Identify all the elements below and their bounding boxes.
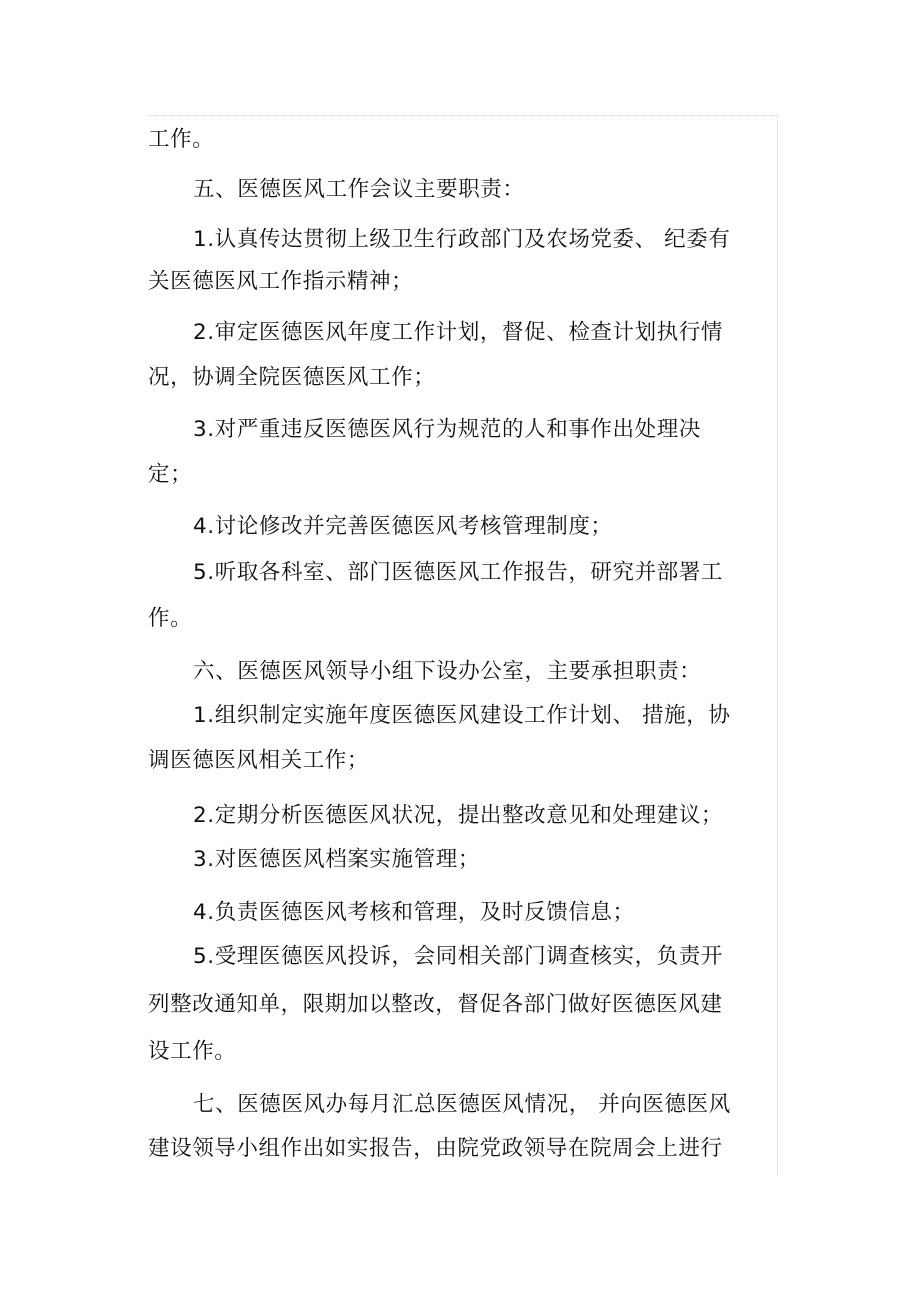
text-line: 5.听取各科室、部门医德医风工作报告，研究并部署工 xyxy=(193,560,724,585)
text-line: 列整改通知单，限期加以整改，督促各部门做好医德医风建 xyxy=(148,992,723,1017)
text-line: 1.认真传达贯彻上级卫生行政部门及农场党委、 纪委有 xyxy=(193,227,731,252)
text-line: 况，协调全院医德医风工作； xyxy=(148,365,436,390)
text-line: 4.讨论修改并完善医德医风考核管理制度； xyxy=(193,514,613,539)
text-line: 工作。 xyxy=(148,127,215,152)
text-line: 2.审定医德医风年度工作计划，督促、检查计划执行情 xyxy=(193,320,724,345)
page-frame-right-border xyxy=(777,115,778,1175)
text-line: 调医德医风相关工作； xyxy=(148,748,370,773)
text-line: 定； xyxy=(148,462,193,487)
text-line: 3.对严重违反医德医风行为规范的人和事作出处理决 xyxy=(193,417,701,442)
text-line: 建设领导小组作出如实报告，由院党政领导在院周会上进行 xyxy=(148,1136,723,1161)
text-line: 设工作。 xyxy=(148,1039,237,1064)
section-heading-5: 五、医德医风工作会议主要职责： xyxy=(193,177,525,202)
text-line: 4.负责医德医风考核和管理，及时反馈信息； xyxy=(193,900,635,925)
page-frame-top-border xyxy=(148,115,778,116)
text-line: 1.组织制定实施年度医德医风建设工作计划、 措施，协 xyxy=(193,703,731,728)
text-line: 5.受理医德医风投诉，会同相关部门调查核实，负责开 xyxy=(193,944,724,969)
text-line: 2.定期分析医德医风状况，提出整改意见和处理建议； xyxy=(193,803,724,828)
section-heading-6: 六、医德医风领导小组下设办公室，主要承担职责： xyxy=(193,659,702,684)
text-line: 3.对医德医风档案实施管理； xyxy=(193,847,480,872)
text-line: 作。 xyxy=(148,606,193,631)
section-heading-7: 七、医德医风办每月汇总医德医风情况， 并向医德医风 xyxy=(193,1092,731,1117)
text-line: 关医德医风工作指示精神； xyxy=(148,269,414,294)
